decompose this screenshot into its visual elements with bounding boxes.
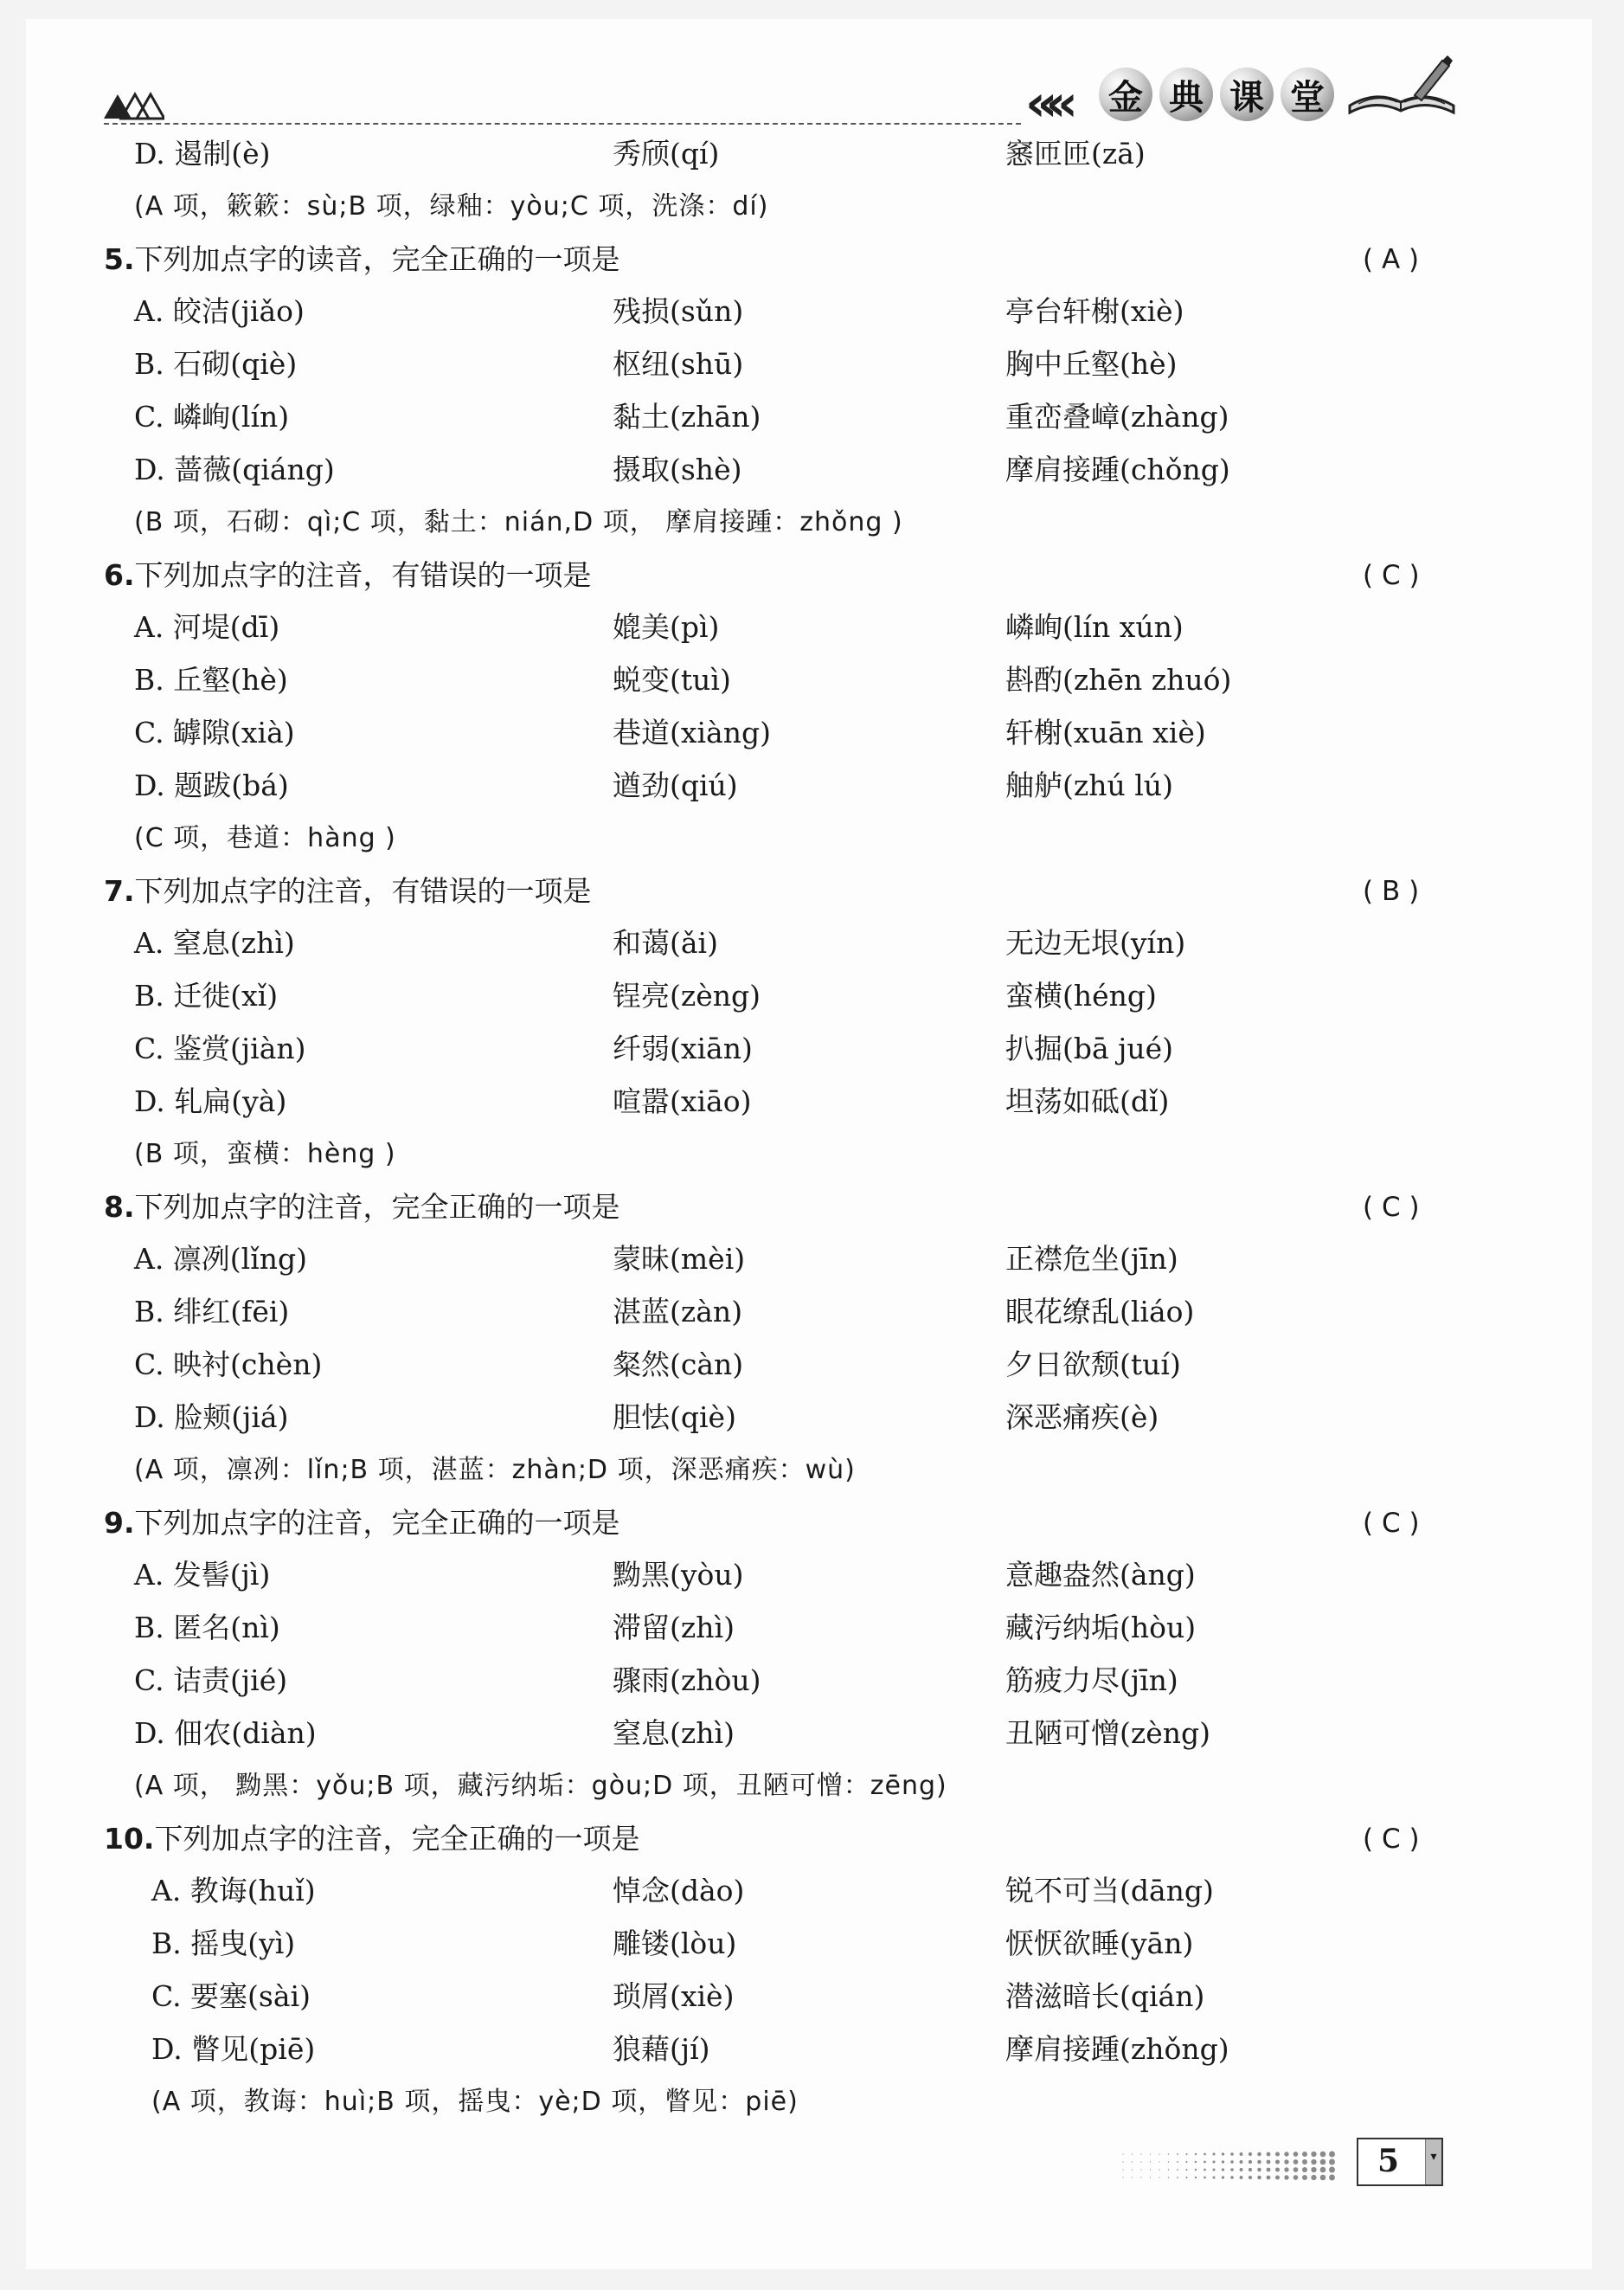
answer-note [0, 816, 1624, 861]
option-item-3: 眼花缭乱(liáo) [1005, 1295, 1195, 1328]
question-stem [104, 237, 620, 282]
option-item-1: A. 教诲(huǐ) [151, 1874, 316, 1907]
option-item-3: 窸匝匝(zā) [1005, 137, 1146, 170]
option-item-2: 胆怯(qiè) [613, 1400, 736, 1434]
option-item-1: A. 凛冽(lǐng) [134, 1242, 308, 1276]
answer-note-text: (A 项，簌簌：sù;B 项，绿釉：yòu;C 项，洗涤：dí) [134, 191, 769, 222]
option-item-3: 夕日欲颓(tuí) [1005, 1348, 1181, 1381]
option-item-3: 筋疲力尽(jīn) [1005, 1663, 1178, 1697]
option-item-1: D. 题跋(bá) [134, 769, 289, 802]
option-item-2: 滞留(zhì) [613, 1611, 735, 1644]
option-row [0, 1290, 1624, 1335]
option-item-1: D. 蔷薇(qiáng) [134, 453, 335, 486]
answer-note-text: (B 项，石砌：qì;C 项，黏土：nián,D 项， 摩肩接踵：zhǒng ) [134, 507, 903, 537]
option-item-3: 舳舻(zhú lú) [1005, 769, 1173, 802]
option-item-3: 意趣盎然(àng) [1005, 1558, 1196, 1592]
option-item-1: A. 窒息(zhì) [134, 926, 295, 960]
option-item-1: B. 迁徙(xǐ) [134, 979, 279, 1013]
option-item-3: 正襟危坐(jīn) [1005, 1242, 1178, 1276]
option-item-3: 蛮横(héng) [1005, 979, 1157, 1013]
option-item-1: B. 石砌(qiè) [134, 347, 298, 381]
question-number: 6. [104, 558, 135, 592]
option-item-1: A. 皎洁(jiǎo) [134, 294, 305, 328]
option-item-2: 巷道(xiàng) [613, 716, 771, 749]
option-item-1: C. 要塞(sài) [151, 1979, 311, 2013]
question-stem [104, 553, 592, 598]
option-item-1: C. 嶙峋(lín) [134, 400, 290, 434]
option-row [0, 605, 1624, 650]
option-row [0, 395, 1624, 440]
option-item-3: 藏污纳垢(hòu) [1005, 1611, 1197, 1644]
option-item-2: 残损(sǔn) [613, 294, 744, 328]
option-row [0, 342, 1624, 387]
option-item-2: 枢纽(shū) [613, 347, 744, 381]
option-row [0, 974, 1624, 1019]
question-row [0, 237, 1624, 282]
option-item-2: 秀颀(qí) [613, 137, 720, 170]
header-title-char: 堂 [1281, 68, 1334, 121]
header-title-char: 典 [1159, 68, 1213, 121]
question-row [0, 1817, 1624, 1862]
question-text: 下列加点字的读音，完全正确的一项是 [134, 242, 620, 276]
question-number: 8. [104, 1190, 135, 1224]
question-stem [104, 869, 592, 914]
option-row [0, 1921, 1624, 1966]
option-row [0, 711, 1624, 756]
header-title-char: 课 [1220, 68, 1274, 121]
option-row [0, 132, 1624, 177]
option-item-1: B. 丘壑(hè) [134, 663, 288, 697]
answer-bracket: ( C ) [1363, 1824, 1420, 1855]
option-item-2: 遒劲(qiú) [613, 769, 738, 802]
option-item-2: 悼念(dào) [613, 1874, 745, 1907]
answer-note [0, 2080, 1624, 2125]
answer-bracket: ( C ) [1363, 1192, 1420, 1223]
answer-note [0, 1132, 1624, 1177]
option-item-2: 蜕变(tuì) [613, 663, 731, 697]
option-item-2: 狼藉(jí) [613, 2032, 710, 2066]
option-item-2: 粲然(càn) [613, 1348, 744, 1381]
option-item-3: 轩榭(xuān xiè) [1005, 716, 1206, 749]
answer-note [0, 500, 1624, 545]
question-number: 7. [104, 874, 135, 908]
option-item-3: 锐不可当(dāng) [1005, 1874, 1214, 1907]
option-item-3: 恹恹欲睡(yān) [1005, 1927, 1194, 1960]
option-item-3: 胸中丘壑(hè) [1005, 347, 1178, 381]
option-item-1: A. 河堤(dī) [134, 610, 280, 644]
option-item-2: 琐屑(xiè) [613, 1979, 735, 2013]
option-item-2: 骤雨(zhòu) [613, 1663, 761, 1697]
option-item-3: 嶙峋(lín xún) [1005, 610, 1184, 644]
option-row [0, 1553, 1624, 1598]
answer-note [0, 184, 1624, 229]
option-row [0, 1974, 1624, 2019]
option-row [0, 1711, 1624, 1756]
option-item-2: 喧嚣(xiāo) [613, 1084, 752, 1118]
option-item-3: 扒掘(bā jué) [1005, 1032, 1174, 1065]
option-item-2: 锃亮(zèng) [613, 979, 761, 1013]
option-item-2: 和蔼(ǎi) [613, 926, 718, 960]
option-item-2: 湛蓝(zàn) [613, 1295, 743, 1328]
option-item-1: D. 脸颊(jiá) [134, 1400, 289, 1434]
header-title-char: 金 [1099, 68, 1152, 121]
question-stem [104, 1185, 620, 1230]
option-item-3: 无边无垠(yín) [1005, 926, 1186, 960]
option-item-1: D. 瞥见(piē) [151, 2032, 316, 2066]
answer-bracket: ( C ) [1363, 560, 1420, 591]
option-item-3: 重峦叠嶂(zhàng) [1005, 400, 1229, 434]
answer-note [0, 1448, 1624, 1493]
option-row [0, 1237, 1624, 1282]
option-item-3: 摩肩接踵(zhǒng) [1005, 2032, 1229, 2066]
option-item-1: A. 发髻(jì) [134, 1558, 271, 1592]
answer-note-text: (B 项，蛮横：hèng ) [134, 1139, 396, 1169]
question-stem [104, 1817, 639, 1862]
header-divider [104, 123, 1021, 125]
option-item-3: 亭台轩榭(xiè) [1005, 294, 1184, 328]
question-number: 9. [104, 1506, 135, 1540]
header-triangles-icon [104, 91, 164, 120]
option-item-2: 黏土(zhān) [613, 400, 761, 434]
option-item-1: B. 摇曳(yì) [151, 1927, 296, 1960]
footer-dots-decoration [1116, 2149, 1341, 2184]
option-item-3: 坦荡如砥(dǐ) [1005, 1084, 1170, 1118]
question-row [0, 553, 1624, 598]
option-row [0, 1395, 1624, 1440]
page-tab-icon: ▾ [1425, 2139, 1441, 2184]
page-number: 5 [1377, 2143, 1400, 2179]
option-row [0, 921, 1624, 966]
option-item-1: C. 罅隙(xià) [134, 716, 295, 749]
option-row [0, 1605, 1624, 1650]
option-row [0, 1658, 1624, 1703]
answer-note-text: (A 项， 黝黑：yǒu;B 项，藏污纳垢：gòu;D 项，丑陋可憎：zēng) [134, 1771, 947, 1801]
option-row [0, 763, 1624, 808]
header-chevrons-icon: «« [1025, 74, 1066, 132]
option-item-3: 深恶痛疾(è) [1005, 1400, 1159, 1434]
question-text: 下列加点字的注音，有错误的一项是 [134, 874, 592, 908]
open-book-pen-icon [1345, 54, 1458, 123]
option-row [0, 658, 1624, 703]
option-row [0, 1869, 1624, 1914]
option-item-2: 媲美(pì) [613, 610, 720, 644]
option-item-1: B. 匿名(nì) [134, 1611, 280, 1644]
question-stem [104, 1501, 620, 1546]
answer-bracket: ( B ) [1363, 876, 1420, 907]
option-item-2: 雕镂(lòu) [613, 1927, 737, 1960]
question-text: 下列加点字的注音，有错误的一项是 [134, 558, 592, 592]
option-row [0, 1026, 1624, 1071]
page-number-box [1357, 2138, 1443, 2186]
question-text: 下列加点字的注音，完全正确的一项是 [134, 1190, 620, 1224]
option-item-2: 蒙昧(mèi) [613, 1242, 746, 1276]
option-item-3: 潜滋暗长(qián) [1005, 1979, 1205, 2013]
answer-note-text: (C 项，巷道：hàng ) [134, 823, 396, 853]
option-item-1: C. 诘责(jié) [134, 1663, 288, 1697]
question-row [0, 869, 1624, 914]
option-item-1: D. 轧扁(yà) [134, 1084, 287, 1118]
option-item-1: C. 映衬(chèn) [134, 1348, 323, 1381]
question-row [0, 1185, 1624, 1230]
answer-note-text: (A 项，教诲：huì;B 项，摇曳：yè;D 项，瞥见：piē) [151, 2087, 799, 2117]
answer-bracket: ( C ) [1363, 1508, 1420, 1539]
option-row [0, 2027, 1624, 2072]
answer-bracket: ( A ) [1363, 244, 1420, 275]
answer-note-text: (A 项，凛冽：lǐn;B 项，湛蓝：zhàn;D 项，深恶痛疾：wù) [134, 1455, 856, 1485]
option-item-1: C. 鉴赏(jiàn) [134, 1032, 306, 1065]
question-text: 下列加点字的注音，完全正确的一项是 [134, 1506, 620, 1540]
option-item-2: 窒息(zhì) [613, 1716, 735, 1750]
question-number: 10. [104, 1822, 155, 1856]
option-item-3: 斟酌(zhēn zhuó) [1005, 663, 1232, 697]
option-row [0, 289, 1624, 334]
question-text: 下列加点字的注音，完全正确的一项是 [154, 1822, 640, 1856]
option-item-2: 摄取(shè) [613, 453, 742, 486]
option-row [0, 1342, 1624, 1387]
question-number: 5. [104, 242, 135, 276]
option-item-1: B. 绯红(fēi) [134, 1295, 290, 1328]
option-item-3: 丑陋可憎(zèng) [1005, 1716, 1211, 1750]
option-item-1: D. 佃农(diàn) [134, 1716, 317, 1750]
option-row [0, 447, 1624, 492]
option-item-2: 黝黑(yòu) [613, 1558, 744, 1592]
option-row [0, 1079, 1624, 1124]
answer-note [0, 1764, 1624, 1809]
question-row [0, 1501, 1624, 1546]
option-item-3: 摩肩接踵(chǒng) [1005, 453, 1230, 486]
header-title [1099, 68, 1334, 121]
option-item-2: 纤弱(xiān) [613, 1032, 753, 1065]
option-item-1: D. 遏制(è) [134, 137, 271, 170]
